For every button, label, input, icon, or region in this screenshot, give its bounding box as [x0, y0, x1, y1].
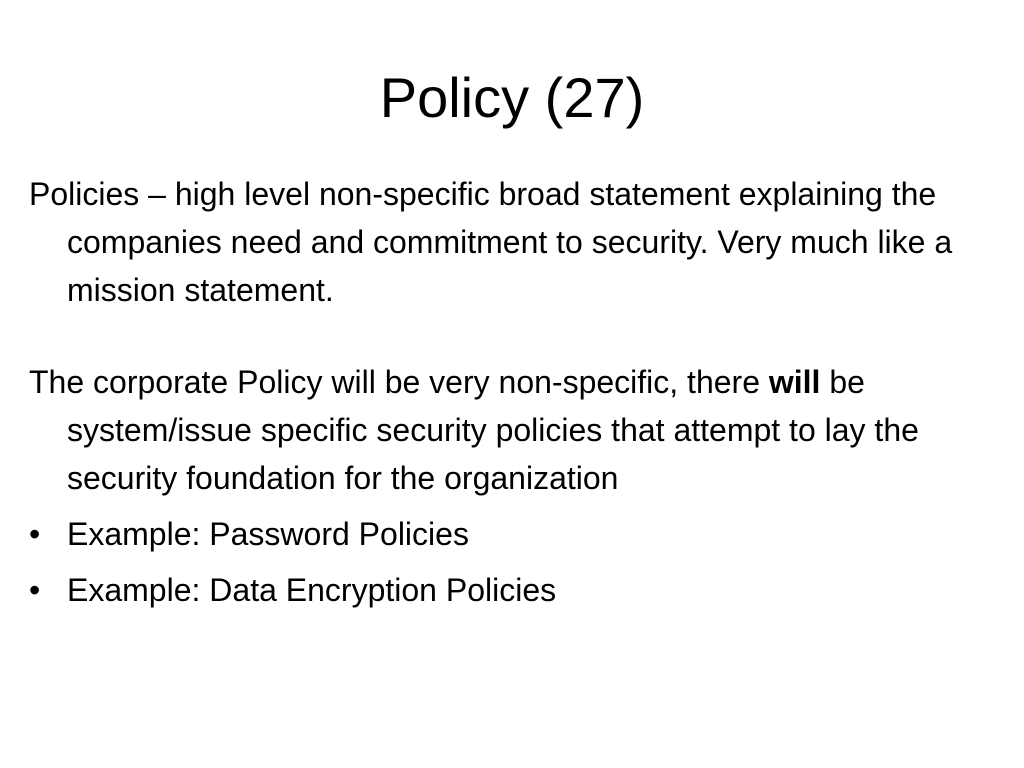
bullet-text: Example: Data Encryption Policies: [67, 572, 557, 608]
bullet-item-password-policies: [29, 510, 999, 558]
bullet-marker: •: [29, 516, 41, 552]
bullet-item-data-encryption-policies: [29, 566, 999, 614]
paragraph-text-end: be system/issue specific security policies that attempt to lay the security foundation for the organization: [67, 364, 919, 496]
example-bullet-list: [29, 510, 999, 614]
bold-emphasis-will: will: [768, 364, 821, 400]
bullet-text: Example: Password Policies: [67, 516, 469, 552]
paragraph-corporate-policy: [29, 358, 999, 502]
paragraph-policies-definition: Policies – high level non-specific broad statement explaining the companies need and commitment to security. Very much like a mission statement.: [29, 176, 953, 308]
slide-body: [29, 170, 999, 614]
slide-title: Policy (27): [379, 66, 645, 129]
bullet-marker: •: [29, 572, 41, 608]
paragraph-text-start: The corporate Policy will be very non-specific, there: [29, 364, 769, 400]
